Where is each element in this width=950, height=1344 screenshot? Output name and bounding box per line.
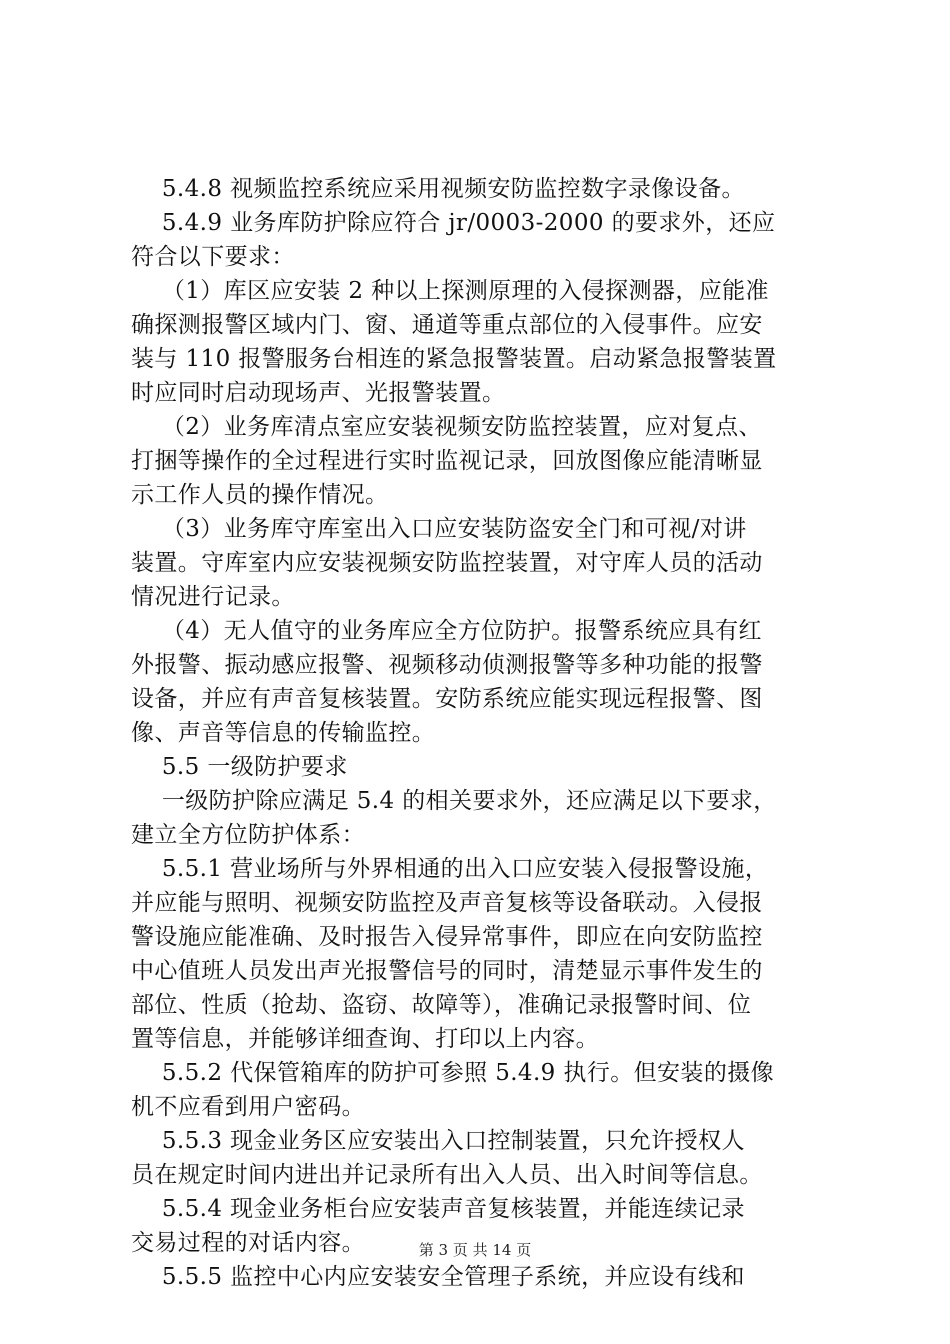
text-line: 时应同时启动现场声、光报警装置。 <box>131 380 506 406</box>
text-line: 5.5.3 现金业务区应安装出入口控制装置，只允许授权人 <box>131 1128 745 1154</box>
text-line: 装与 110 报警服务台相连的紧急报警装置。启动紧急报警装置 <box>131 346 777 372</box>
text-line: 确探测报警区域内门、窗、通道等重点部位的入侵事件。应安 <box>131 312 763 338</box>
text-line: （1）库区应安装 2 种以上探测原理的入侵探测器，应能准 <box>131 278 769 304</box>
text-line: 打捆等操作的全过程进行实时监视记录，回放图像应能清晰显 <box>131 448 763 474</box>
text-line: 警设施应能准确、及时报告入侵异常事件，即应在向安防监控 <box>131 924 763 950</box>
text-line: 外报警、振动感应报警、视频移动侦测报警等多种功能的报警 <box>131 652 763 678</box>
section-heading: 5.5 一级防护要求 <box>131 754 348 780</box>
text-line: 5.4.9 业务库防护除应符合 jr/0003-2000 的要求外，还应 <box>131 210 776 236</box>
text-line: 5.4.8 视频监控系统应采用视频安防监控数字录像设备。 <box>131 176 745 202</box>
text-line: 并应能与照明、视频安防监控及声音复核等设备联动。入侵报 <box>131 890 763 916</box>
text-line: 5.5.2 代保管箱库的防护可参照 5.4.9 执行。但安装的摄像 <box>131 1060 775 1086</box>
text-line: 置等信息，并能够详细查询、打印以上内容。 <box>131 1026 599 1052</box>
text-line: 交易过程的对话内容。 <box>131 1230 365 1256</box>
text-line: 示工作人员的操作情况。 <box>131 482 389 508</box>
text-line: 5.5.5 监控中心内应安装安全管理子系统，并应设有线和 <box>131 1264 745 1290</box>
text-line: （3）业务库守库室出入口应安装防盗安全门和可视/对讲 <box>131 516 747 542</box>
text-line: 5.5.1 营业场所与外界相通的出入口应安装入侵报警设施， <box>131 856 769 882</box>
text-line: 一级防护除应满足 5.4 的相关要求外，还应满足以下要求， <box>131 788 777 814</box>
page-number-footer: 第 3 页 共 14 页 <box>418 1241 532 1259</box>
text-line: 机不应看到用户密码。 <box>131 1094 365 1120</box>
text-line: 建立全方位防护体系： <box>131 822 365 848</box>
text-line: 像、声音等信息的传输监控。 <box>131 720 436 746</box>
text-line: 情况进行记录。 <box>131 584 295 610</box>
text-line: 装置。守库室内应安装视频安防监控装置，对守库人员的活动 <box>131 550 763 576</box>
text-line: （4）无人值守的业务库应全方位防护。报警系统应具有红 <box>131 618 762 644</box>
text-line: 设备，并应有声音复核装置。安防系统应能实现远程报警、图 <box>131 686 763 712</box>
text-line: 符合以下要求： <box>131 244 295 270</box>
text-line: 5.5.4 现金业务柜台应安装声音复核装置，并能连续记录 <box>131 1196 745 1222</box>
text-line: 部位、性质（抢劫、盗窃、故障等），准确记录报警时间、位 <box>131 992 752 1018</box>
text-line: 中心值班人员发出声光报警信号的同时，清楚显示事件发生的 <box>131 958 763 984</box>
document-body <box>131 172 831 1294</box>
text-line: （2）业务库清点室应安装视频安防监控装置，应对复点、 <box>131 414 762 440</box>
text-line: 员在规定时间内进出并记录所有出入人员、出入时间等信息。 <box>131 1162 763 1188</box>
